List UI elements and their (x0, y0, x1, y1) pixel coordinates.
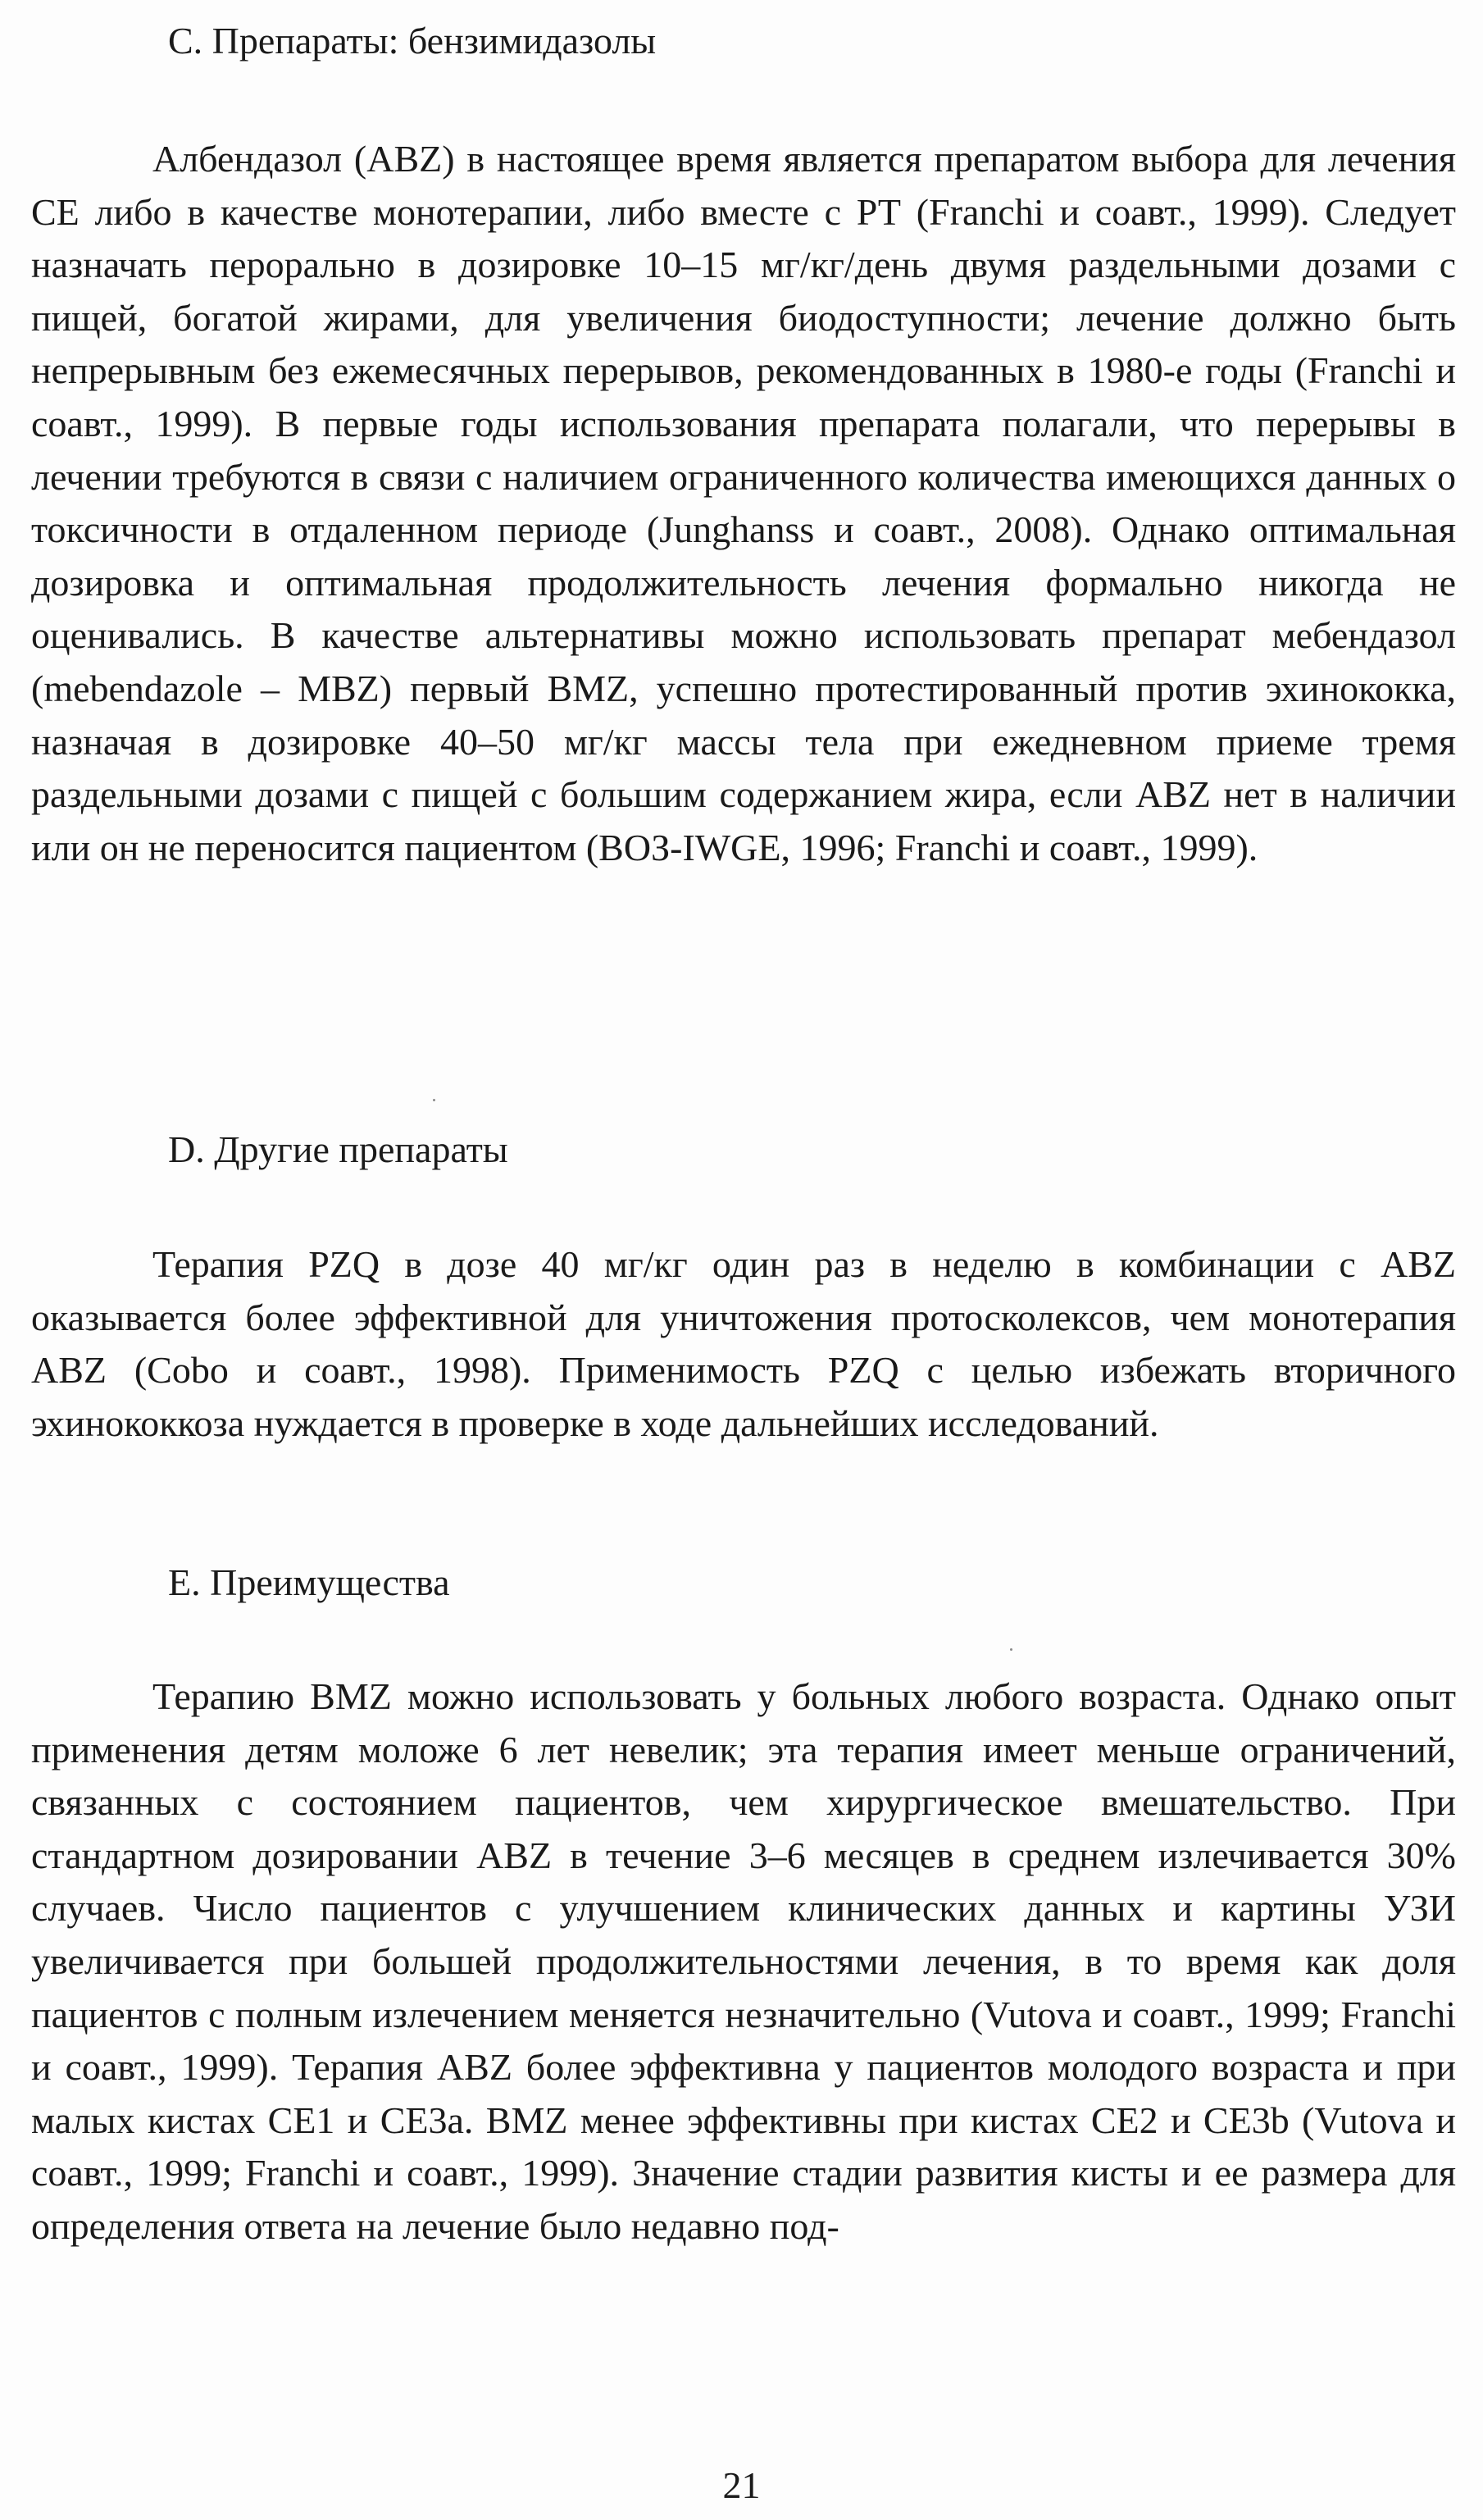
section-c-paragraph: Албендазол (ABZ) в настоящее время является препаратом выбора для лечения СЕ либо в качестве монотерапии, либо вместе с РТ (Franchi и соавт., 1999). Следует назначать перорально в дозировке 10–15 мг/кг/день двумя раздельными дозами с пищей, богатой жирами, для увеличения биодоступности; лечение должно быть непрерывным без ежемесячных перерывов, рекомендованных в 1980-е годы (Franchi и соавт., 1999). В первые годы использования препарата полагали, что перерывы в лечении требуются в связи с наличием ограниченного количества имеющихся данных о токсичности в отдаленном периоде (Junghanss и соавт., 2008). Однако оптимальная дозировка и оптимальная продолжительность лечения формально никогда не оценивались. В качестве альтернативы можно использовать препарат мебендазол (mebendazole – MBZ) первый BMZ, успешно протестированный против эхинококка, назначая в дозировке 40–50 мг/кг массы тела при ежедневном приеме тремя раздельными дозами с пищей с большим содержанием жира, если ABZ нет в наличии или он не переносится пациентом (ВОЗ-IWGE, 1996; Franchi и соавт., 1999). (31, 138, 1456, 868)
section-e-heading: Е. Преимущества (168, 1561, 450, 1603)
section-c-heading: С. Препараты: бензимидазолы (168, 20, 657, 62)
scan-speck (433, 1099, 435, 1101)
section-d-paragraph: Терапия PZQ в дозе 40 мг/кг один раз в неделю в комбинации с ABZ оказывается более эффективной для уничтожения протосколексов, чем монотерапия ABZ (Cobo и соавт., 1998). Применимость PZQ с целью избежать вторичного эхинококкоза нуждается в проверке в ходе дальнейших исследований. (31, 1243, 1456, 1444)
section-d-heading: D. Другие препараты (168, 1128, 508, 1170)
page-number: 21 (722, 2464, 761, 2506)
scan-speck (1010, 1648, 1012, 1651)
section-e-paragraph: Терапию BMZ можно использовать у больных любого возраста. Однако опыт применения детям моложе 6 лет невелик; эта терапия имеет меньше ограничений, связанных с состоянием пациентов, чем хирургическое вмешательство. При стандартном дозировании ABZ в течение 3–6 месяцев в среднем излечивается 30% случаев. Число пациентов с улучшением клинических данных и картины УЗИ увеличивается при большей продолжительностями лечения, в то время как доля пациентов с полным излечением меняется незначительно (Vutova и соавт., 1999; Franchi и соавт., 1999). Терапия ABZ более эффективна у пациентов молодого возраста и при малых кистах СЕ1 и СЕ3а. BMZ менее эффективны при кистах СЕ2 и СЕ3b (Vutova и соавт., 1999; Franchi и соавт., 1999). Значение стадии развития кисты и ее размера для определения ответа на лечение было недавно под- (31, 1675, 1456, 2247)
